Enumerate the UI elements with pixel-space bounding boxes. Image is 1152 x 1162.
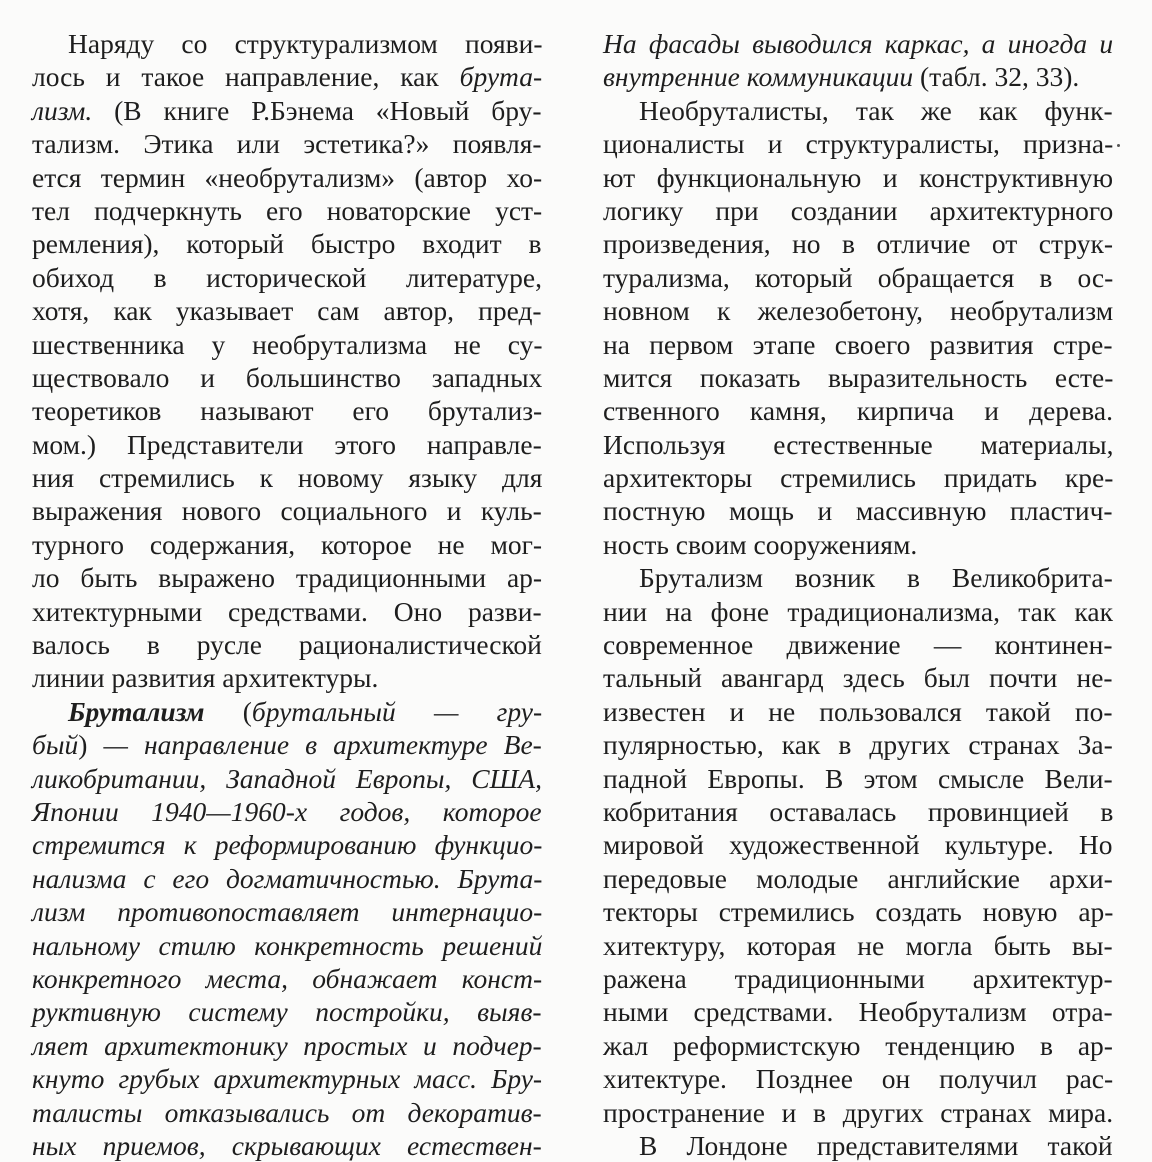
text-line	[603, 1129, 1113, 1162]
italic-text: нализма с его догматичностью. Брута-	[32, 862, 543, 894]
text-segment: тел подчеркнуть его новаторские уст-	[32, 194, 543, 226]
text-segment: ционалисты и структуралисты, призна-	[603, 128, 1114, 160]
text-line	[603, 328, 1113, 361]
text-line	[603, 595, 1113, 628]
italic-text: — направление в архитектуре Ве-	[87, 729, 542, 761]
text-segment: пулярностью, как в других странах За-	[603, 729, 1113, 761]
text-line	[32, 962, 542, 995]
italic-text: бый	[32, 729, 79, 761]
text-segment: кобритания оставалась провинцией в	[603, 795, 1114, 827]
text-line	[603, 428, 1113, 461]
text-segment: на первом этапе своего развития стре-	[603, 328, 1113, 360]
text-line	[603, 862, 1113, 895]
text-line	[32, 227, 542, 260]
text-line	[603, 294, 1113, 327]
text-line	[603, 628, 1113, 661]
text-line	[32, 1096, 542, 1129]
text-segment: выражения нового социального и куль-	[32, 495, 542, 527]
text-segment: пространение и в других странах мира.	[603, 1096, 1114, 1128]
text-line	[32, 494, 542, 527]
text-segment: Наряду со структурализмом появи-	[68, 28, 543, 59]
text-line	[603, 1062, 1113, 1095]
text-line	[32, 661, 542, 694]
italic-text: руктивную систему постройки, выяв-	[32, 996, 542, 1028]
text-line	[603, 528, 1113, 561]
text-line	[32, 762, 542, 795]
text-segment: лось и такое направление, как	[32, 61, 460, 93]
text-line	[603, 695, 1113, 728]
text-segment: )	[78, 729, 88, 761]
text-line	[32, 862, 542, 895]
text-line	[603, 661, 1113, 694]
text-line	[603, 929, 1113, 962]
text-segment: Используя естественные материалы,	[603, 428, 1114, 460]
text-segment: хитектуру, которая не могла быть вы-	[603, 929, 1113, 961]
italic-text: внутренние коммуникации	[603, 61, 914, 93]
term-heading: Брутализм	[68, 695, 205, 727]
text-segment: архитекторы стремились придать кре-	[603, 462, 1114, 494]
text-line	[603, 795, 1113, 828]
text-line	[32, 995, 542, 1028]
left-text-column	[32, 27, 542, 1162]
italic-text: лизм противопоставляет интернацио-	[32, 896, 543, 928]
italic-text: лизм.	[32, 94, 93, 126]
text-segment: ность своим сооружениям.	[603, 528, 918, 560]
text-segment: логику при создании архитектурного	[603, 194, 1114, 226]
text-line	[603, 1029, 1113, 1062]
scan-speck	[1117, 144, 1120, 147]
text-segment: постную мощь и массивную пластич-	[603, 495, 1113, 527]
text-segment: ремления), который быстро входит в	[32, 228, 542, 260]
text-segment: ло быть выражено традиционными ар-	[32, 562, 543, 594]
text-line	[603, 828, 1113, 861]
text-segment: хитектурными средствами. Оно разви-	[32, 595, 542, 627]
text-segment: шественника у необрутализма не су-	[32, 328, 543, 360]
text-line	[32, 328, 542, 361]
text-segment: современное движение — континен-	[603, 629, 1113, 661]
text-line	[603, 60, 1113, 93]
text-line	[32, 27, 542, 60]
text-line	[603, 494, 1113, 527]
italic-text: брутальный — гру-	[251, 695, 543, 727]
text-segment: ния стремились к новому языку для	[32, 462, 543, 494]
text-line	[32, 60, 542, 93]
text-segment: В Лондоне представителями такой	[639, 1129, 1113, 1161]
text-line	[603, 261, 1113, 294]
text-line	[32, 1129, 542, 1162]
text-line	[32, 194, 542, 227]
text-line	[32, 528, 542, 561]
text-line	[603, 762, 1113, 795]
italic-text: ных приемов, скрывающих естествен-	[32, 1129, 542, 1161]
text-line	[603, 194, 1113, 227]
text-line	[32, 261, 542, 294]
text-line	[603, 895, 1113, 928]
text-segment: (	[204, 695, 252, 727]
text-segment: обиход в исторической литературе,	[32, 261, 543, 293]
italic-text: брута-	[459, 61, 543, 93]
text-line	[603, 227, 1113, 260]
text-segment: турализма, который обращается в ос-	[603, 261, 1114, 293]
italic-text: На фасады выводился каркас, а иногда и	[603, 28, 1114, 59]
text-segment: ными средствами. Необрутализм отра-	[603, 996, 1113, 1028]
text-line	[32, 828, 542, 861]
text-line	[603, 1096, 1113, 1129]
text-segment: ственного камня, кирпича и дерева.	[603, 395, 1113, 427]
text-line	[603, 361, 1113, 394]
text-line	[32, 94, 542, 127]
text-segment: мом.) Представители этого направле-	[32, 428, 542, 460]
text-segment: турного содержания, которое не мог-	[32, 528, 543, 560]
text-line	[32, 127, 542, 160]
text-segment: новном к железобетону, необрутализм	[603, 295, 1114, 327]
text-line	[603, 995, 1113, 1028]
italic-text: ляет архитектонику простых и подчер-	[32, 1029, 542, 1061]
italic-text: конкретного места, обнажает конст-	[32, 962, 543, 994]
right-text-column	[603, 27, 1113, 1162]
text-segment: нии на фоне традиционализма, так как	[603, 595, 1113, 627]
text-line	[32, 161, 542, 194]
text-line	[32, 695, 542, 728]
text-line	[603, 962, 1113, 995]
text-line	[32, 895, 542, 928]
text-line	[603, 94, 1113, 127]
text-line	[603, 161, 1113, 194]
text-line	[32, 1029, 542, 1062]
italic-text: нальному стилю конкретность решений	[32, 929, 543, 961]
text-line	[32, 428, 542, 461]
text-segment: ществовало и большинство западных	[32, 361, 543, 393]
text-line	[603, 27, 1113, 60]
text-segment: хотя, как указывает сам автор, пред-	[32, 295, 542, 327]
text-line	[32, 394, 542, 427]
text-segment: ется термин «необрутализм» (автор хо-	[32, 161, 543, 193]
text-line	[32, 628, 542, 661]
text-segment: ражена традиционными архитектур-	[603, 962, 1113, 994]
italic-text: талисты отказывались от декоратив-	[32, 1096, 542, 1128]
text-line	[32, 929, 542, 962]
text-segment: падной Европы. В этом смысле Вели-	[603, 762, 1113, 794]
text-segment: мировой художественной культуре. Но	[603, 829, 1113, 861]
text-segment: Необруталисты, так же как функ-	[639, 94, 1113, 126]
italic-text: ликобритании, Западной Европы, США,	[32, 762, 542, 794]
text-line	[32, 294, 542, 327]
text-line	[603, 561, 1113, 594]
text-segment: (В книге Р.Бэнема «Новый бру-	[92, 94, 542, 126]
text-segment: (табл. 32, 33).	[913, 61, 1080, 93]
text-segment: жал реформистскую тенденцию в ар-	[603, 1029, 1113, 1061]
text-line	[603, 728, 1113, 761]
text-line	[32, 461, 542, 494]
text-segment: мится показать выразительность есте-	[603, 361, 1114, 393]
text-line	[32, 728, 542, 761]
text-line	[32, 1062, 542, 1095]
text-segment: Брутализм возник в Великобрита-	[639, 562, 1113, 594]
text-segment: хитектуре. Позднее он получил рас-	[603, 1063, 1114, 1095]
text-segment: тальный авангард здесь был почти не-	[603, 662, 1113, 694]
text-segment: теоретиков называют его брутализ-	[32, 395, 543, 427]
text-segment: валось в русле рационалистической	[32, 629, 542, 661]
italic-text: стремится к реформированию функцио-	[32, 829, 543, 861]
text-line	[32, 595, 542, 628]
text-segment: ют функциональную и конструктивную	[603, 161, 1113, 193]
text-line	[32, 361, 542, 394]
text-segment: произведения, но в отличие от струк-	[603, 228, 1113, 260]
text-line	[32, 795, 542, 828]
italic-text: Японии 1940—1960-х годов, которое	[32, 795, 542, 827]
text-segment: линии развития архитектуры.	[32, 662, 379, 694]
italic-text: кнуто грубых архитектурных масс. Бру-	[32, 1063, 543, 1095]
text-line	[32, 561, 542, 594]
text-segment: известен и не пользовался такой по-	[603, 695, 1113, 727]
text-segment: передовые молодые английские архи-	[603, 862, 1113, 894]
text-segment: текторы стремились создать новую ар-	[603, 896, 1114, 928]
text-segment: тализм. Этика или эстетика?» появля-	[32, 128, 542, 160]
text-line	[603, 461, 1113, 494]
text-line	[603, 394, 1113, 427]
text-line	[603, 127, 1113, 160]
